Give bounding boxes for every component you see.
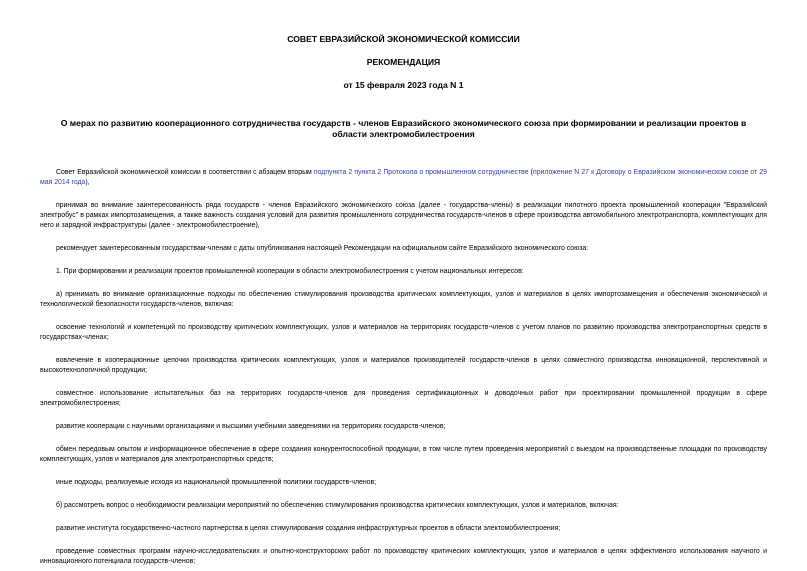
document-title: О мерах по развитию кооперационного сотрудничества государств - членов Евразийского экономического союза при формировании и реализации проектов в области электромобилестроения bbox=[60, 118, 747, 139]
paragraph-joint-programs: проведение совместных программ научно-исследовательских и опытно-конструкторских работ по производству критических комплектующих, узлов и материалов в целях эффективного использования научного и инновационного потенциала государств-членов; bbox=[40, 548, 767, 565]
preamble-end: ), bbox=[85, 179, 90, 186]
paragraph-subpoint-b: б) рассмотреть вопрос о необходимости реализации мероприятий по обеспечению стимулирования производства критических комплектующих, узлов и материалов, включая: bbox=[56, 502, 619, 509]
paragraph-technologies: освоение технологий и компетенций по производству критических комплектующих, узлов и материалов на территориях государств-членов с учетом планов по развитию производства электротранспортных средств в государствах-членах; bbox=[40, 324, 767, 341]
paragraph-ppp: развитие института государственно-частного партнерства в целях стимулирования создания инфраструктурных проектов в области электомобилестроения; bbox=[56, 525, 561, 532]
paragraph-other-approaches: иные подходы, реализуемые исходя из национальной промышленной политики государств-членов; bbox=[56, 479, 377, 486]
paragraph-science-cooperation: развитие кооперации с научными организациями и высшими учебными заведениями на территориях государств-членов; bbox=[56, 423, 446, 430]
treaty-annex-link[interactable]: приложение N 27 к Договору о Евразийском экономическом союзе от 29 мая 2014 года bbox=[40, 169, 767, 186]
paragraph-test-bases: совместное использование испытательных баз на территориях государств-членов для проведения сертификационных и доводочных работ при проектировании промышленной продукции в сфере электромобилестроения; bbox=[40, 390, 767, 407]
paragraph-cooperation-chains: вовлечение в кооперационные цепочки производства критических комплектующих, узлов и материалов производителей государств-членов в целях совместного производства инновационной, перспективной и высокотехнологичной продукции; bbox=[40, 357, 767, 374]
paragraph-subpoint-a: а) принимать во внимание организационные подходы по обеспечению стимулирования производства критических комплектующих, узлов и материалов в целях импортозамещения и обеспечения экономической и технологической безопасности государств-членов, включая: bbox=[40, 291, 767, 308]
paragraph-point-1: 1. При формировании и реализации проектов промышленной кооперации в области электромобилестроения с учетом национальных интересов: bbox=[56, 268, 524, 275]
paragraph-recommends: рекомендует заинтересованным государствам-членам с даты опубликования настоящей Рекомендации на официальном сайте Евразийского экономического союза: bbox=[56, 245, 589, 252]
council-name: СОВЕТ ЕВРАЗИЙСКОЙ ЭКОНОМИЧЕСКОЙ КОМИССИИ bbox=[287, 34, 520, 44]
document-type: РЕКОМЕНДАЦИЯ bbox=[366, 57, 441, 67]
preamble-paragraph bbox=[40, 168, 767, 188]
preamble-mid: ( bbox=[528, 169, 533, 176]
document-body bbox=[40, 168, 767, 567]
document-date-number: от 15 февраля 2023 года N 1 bbox=[343, 80, 464, 90]
paragraph-experience-exchange: обмен передовым опытом и информационное обеспечение в сфере создания конкурентоспособной продукции, в том числе путем проведения мероприятий с выездом на производственные площадки по производству комплектующих, узлов и материалов для электротранспортных средств; bbox=[40, 446, 767, 463]
paragraph-considering: принимая во внимание заинтересованность ряда государств - членов Евразийского экономического союза (далее - государства-члены) в реализации пилотного проекта промышленной кооперации "Евразийский электробус" в рамках импортозамещения, а также важность создания условий для развития промышленного сотрудничества государств-членов в сфере производства автомобильного электротранспорта, комплектующих для него и зарядной инфраструктуры (далее - электромобилестроение), bbox=[40, 202, 767, 229]
preamble-intro: Совет Евразийской экономической комиссии в соответствии с абзацем вторым bbox=[56, 169, 314, 176]
protocol-link[interactable]: подпункта 2 пункта 2 Протокола о промышленном сотрудничестве bbox=[313, 169, 529, 176]
